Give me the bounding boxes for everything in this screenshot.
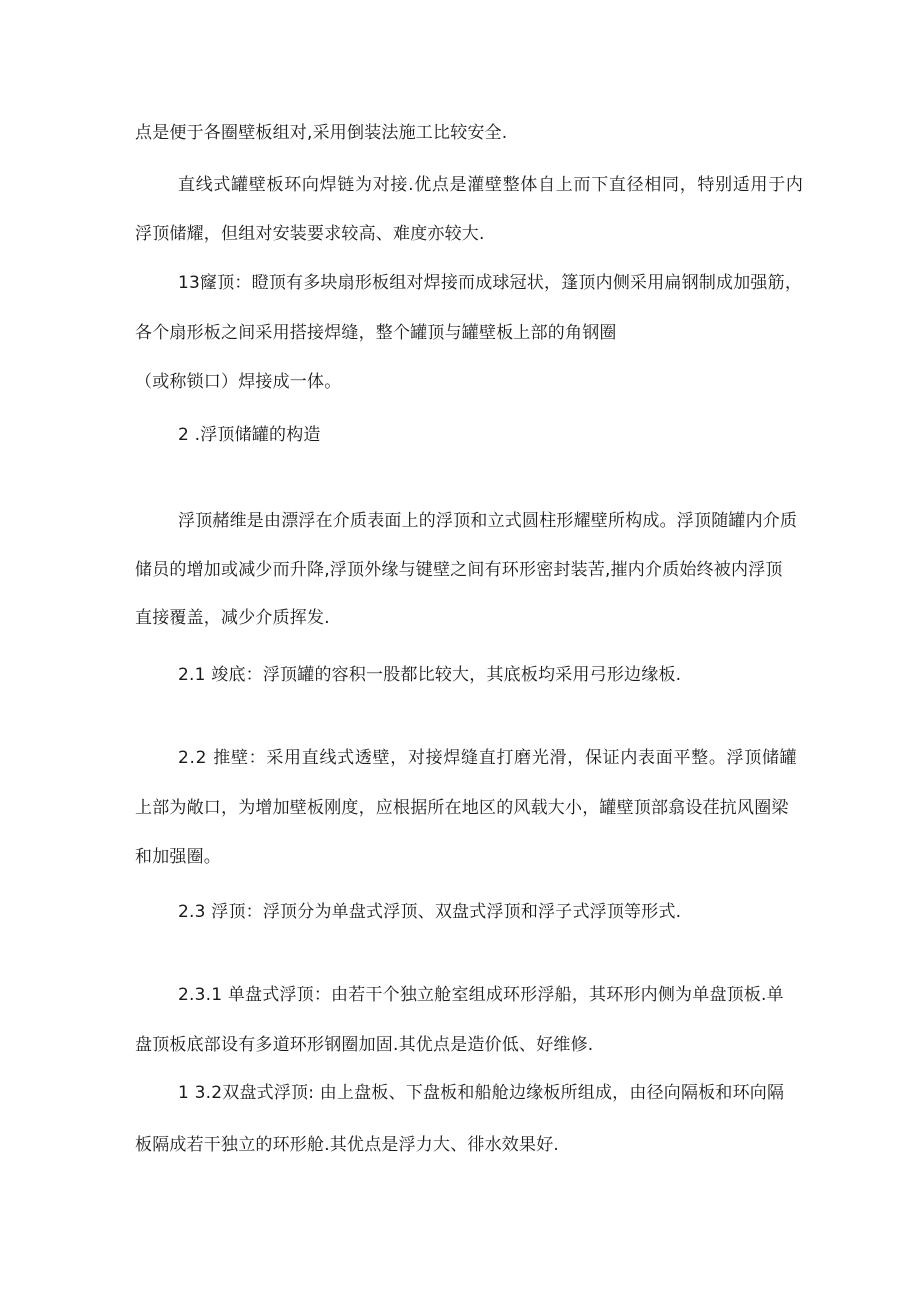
text-line-17: 盘顶板底部设有多道环形钢圈加固.其优点是造价低、好维修. bbox=[135, 1035, 594, 1055]
text-line-1: 点是便于各圈壁板组对,采用倒装法施工比较安全. bbox=[135, 123, 508, 143]
text-line-15: 2.3 浮顶：浮顶分为单盘式浮顶、双盘式浮顶和浮子式浮顶等形式. bbox=[178, 902, 682, 922]
text-line-9: 储员的增加或减少而升降,浮顶外缘与键壁之间有环形密封装苦,摧内介质始终被内浮顶 bbox=[135, 560, 783, 580]
text-line-6: （或称锁口）焊接成一体。 bbox=[135, 372, 342, 392]
section-heading-2: 2 .浮顶储罐的构造 bbox=[178, 425, 321, 445]
text-line-3: 浮顶储耀，但组对安装要求较高、难度亦较大. bbox=[135, 224, 485, 244]
text-line-5: 各个扇形板之间采用搭接焊缝，整个罐顶与罐壁板上部的角钢圈 bbox=[135, 323, 617, 343]
text-line-14: 和加强圈。 bbox=[135, 847, 221, 867]
text-line-19: 板隔成若干独立的环形舱.其优点是浮力大、徘水效果好. bbox=[135, 1135, 560, 1155]
text-line-12: 2.2 推壁：采用直线式透壁，对接焊缝直打磨光滑，保证内表面平整。浮顶储罐 bbox=[178, 748, 798, 768]
text-line-4: 13窿顶：瞪顶有多块扇形板组对焊接而成球冠状，篷顶内侧采用扁钢制成加强筋， bbox=[178, 273, 803, 293]
text-line-2: 直线式罐壁板环向焊链为对接.优点是灌壁整体自上而下直径相同，特别适用于内 bbox=[178, 175, 804, 195]
text-line-8: 浮顶赭维是由漂浮在介质表面上的浮顶和立式圆柱形耀壁所构成。浮顶随罐内介质 bbox=[178, 511, 798, 531]
text-line-16: 2.3.1 单盘式浮顶：由若干个独立舱室组成环形浮船，其环形内侧为单盘顶板.单 bbox=[178, 985, 784, 1005]
text-line-10: 直接覆盖，减少介质挥发. bbox=[135, 608, 330, 628]
text-line-11: 2.1 竣底：浮顶罐的容积一股都比较大，其底板均采用弓形边缘板. bbox=[178, 665, 682, 685]
text-line-18: 1 3.2双盘式浮顶: 由上盘板、下盘板和船舱边缘板所组成，由径向隔板和环向隔 bbox=[178, 1083, 785, 1103]
text-line-13: 上部为敞口，为增加壁板刚度，应根据所在地区的风载大小，罐壁顶部翕设荏抗风圈梁 bbox=[135, 798, 789, 818]
